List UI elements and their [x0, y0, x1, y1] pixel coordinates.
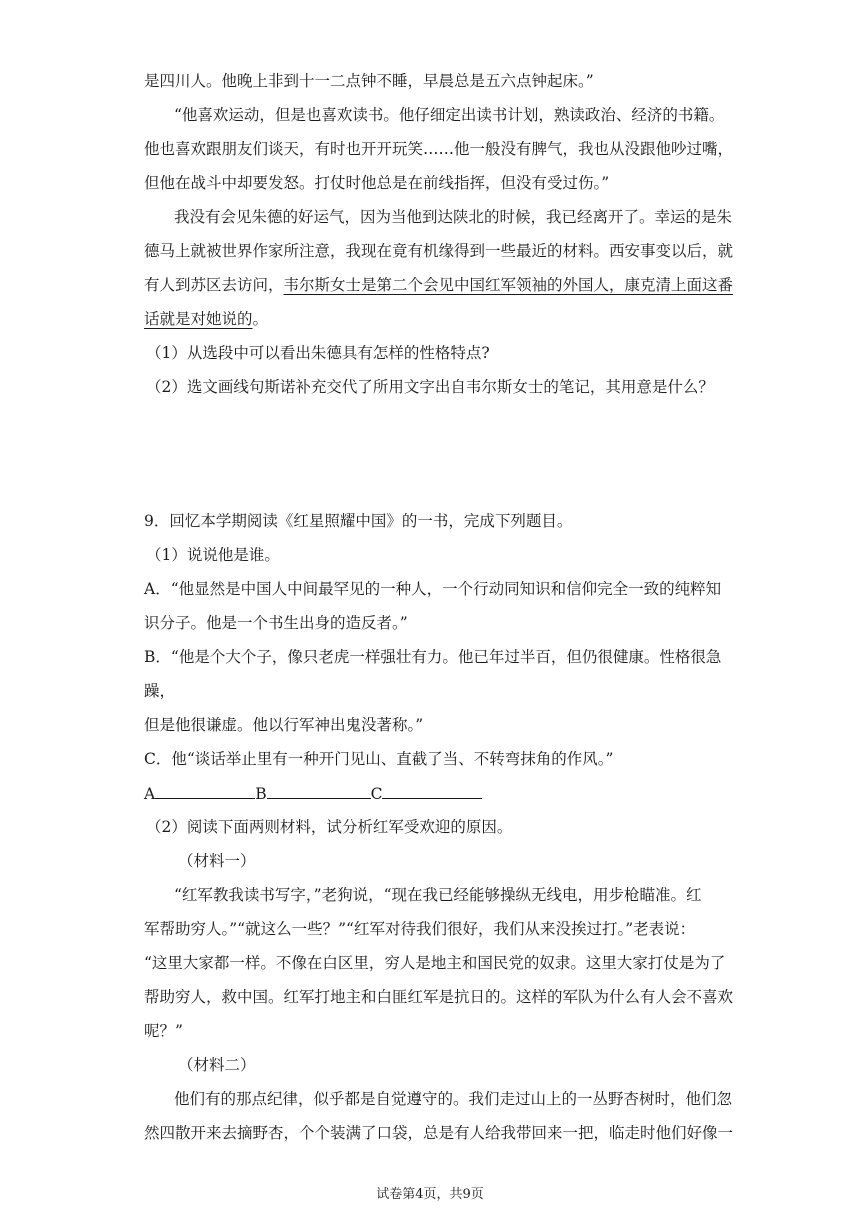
- material-2-label: （材料二）: [178, 1056, 256, 1074]
- option-c-text: C．他“谈话举止里有一种开门见山、直截了当、不转弯抹角的作风。”: [144, 750, 614, 768]
- passage-line: 德马上就被世界作家所注意，我现在竟有机缘得到一些最近的材料。西安事变以后，就: [144, 242, 734, 260]
- passage-text: 有人到苏区去访问，: [144, 276, 284, 294]
- passage-line: [0, 308, 860, 330]
- blank-label-b: B: [255, 785, 267, 803]
- material-1-line: 军帮助穷人。”“就这么一些？”“红军对待我们很好，我们从来没挨过打。”老表说：: [144, 920, 696, 938]
- material-2-line: 他们有的那点纪律，似乎都是自觉遵守的。我们走过山上的一丛野杏树时，他们忽: [174, 1090, 733, 1108]
- material-1-line: 帮助穷人，救中国。红军打地主和白匪红军是抗日的。这样的军队为什么有人会不喜欢: [144, 988, 734, 1006]
- option-b-text: 躁，: [144, 682, 176, 700]
- answer-blank-c[interactable]: [382, 782, 482, 799]
- option-a-text: 识分子。他是一个书生出身的造反者。”: [144, 614, 408, 632]
- q9-subquestion-2: （2）阅读下面两则材料，试分析红军受欢迎的原因。: [146, 818, 513, 836]
- blank-label-a: A: [144, 785, 156, 803]
- option-b-text: 但是他很谦虚。他以行军神出鬼没著称。”: [144, 716, 424, 734]
- q8-subquestion-1: （1）从选段中可以看出朱德具有怎样的性格特点?: [146, 344, 490, 362]
- answer-blank-b[interactable]: [267, 782, 371, 799]
- passage-line: 他也喜欢跟朋友们谈天，有时也开开玩笑……他一般没有脾气，我也从没跟他吵过嘴，: [144, 140, 734, 158]
- passage-text: 。: [252, 310, 269, 328]
- passage-line: 是四川人。他晚上非到十一二点钟不睡，早晨总是五六点钟起床。”: [144, 72, 594, 90]
- underlined-sentence: 话就是对她说的: [144, 310, 253, 328]
- material-2-line: 然四散开来去摘野杏，个个装满了口袋，总是有人给我带回来一把，临走时他们好像一: [144, 1124, 734, 1142]
- page-footer: 试卷第4页，共9页: [376, 1187, 484, 1202]
- answer-blank-a[interactable]: [155, 782, 255, 799]
- answer-blanks: [0, 782, 860, 805]
- passage-line: [0, 274, 860, 296]
- passage-line: 但他在战斗中却要发怒。打仗时他总是在前线指挥，但没有受过伤。”: [144, 174, 610, 192]
- blank-label-c: C: [370, 785, 383, 803]
- underlined-sentence: 韦尔斯女士是第二个会见中国红军领袖的外国人，康克清上面这番: [283, 276, 734, 294]
- material-1-line: “红军教我读书写字，”老狗说，“现在我已经能够操纵无线电，用步枪瞄准。红: [174, 886, 702, 904]
- q9-title: 9．回忆本学期阅读《红星照耀中国》的一书，完成下列题目。: [144, 512, 573, 530]
- material-1-label: （材料一）: [178, 852, 256, 870]
- material-1-line: 呢？”: [144, 1022, 183, 1040]
- q9-subquestion-1: （1）说说他是谁。: [146, 546, 280, 564]
- option-b-text: B．“他是个大个子，像只老虎一样强壮有力。他已年过半百，但仍很健康。性格很急: [144, 648, 722, 666]
- material-1-line: “这里大家都一样。不像在白区里，穷人是地主和国民党的奴隶。这里大家打仗是为了: [144, 954, 726, 972]
- option-a-text: A．“他显然是中国人中间最罕见的一种人，一个行动同知识和信仰完全一致的纯粹知: [144, 580, 722, 598]
- passage-line: “他喜欢运动，但是也喜欢读书。他仔细定出读书计划，熟读政治、经济的书籍。: [174, 106, 725, 124]
- passage-line: 我没有会见朱德的好运气，因为当他到达陕北的时候，我已经离开了。幸运的是朱: [174, 208, 733, 226]
- q8-subquestion-2: （2）选文画线句斯诺补充交代了所用文字出自韦尔斯女士的笔记，其用意是什么？: [146, 378, 714, 396]
